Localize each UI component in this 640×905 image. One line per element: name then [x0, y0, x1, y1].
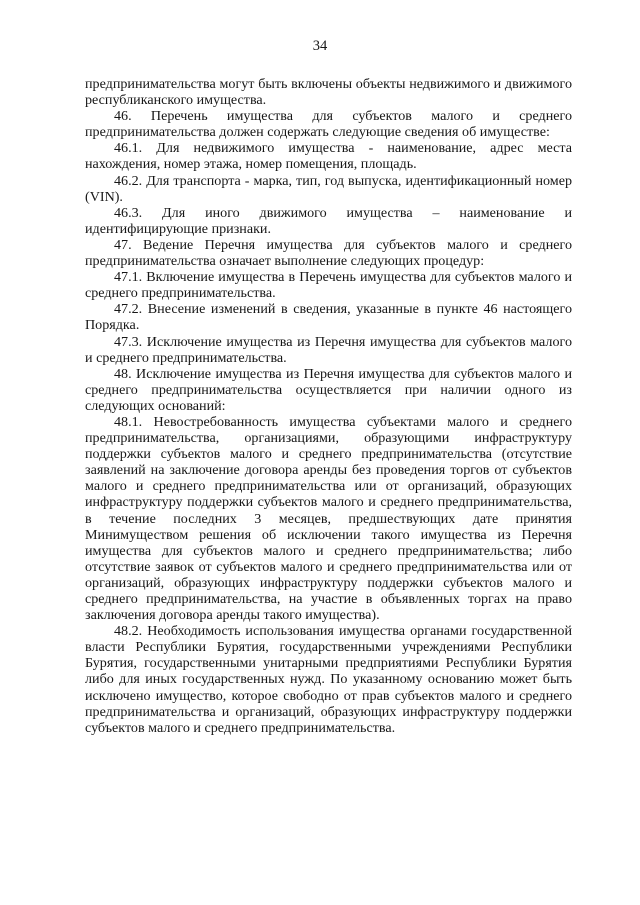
- document-body: [85, 76, 572, 736]
- paragraph: 48.1. Невостребованность имущества субъектами малого и среднего предпринимательства, организациями, образующими инфраструктуру поддержки субъектов малого и среднего предпринимательства (отсутствие заявлений на заключение договора аренды без проведения торгов от субъектов малого и среднего предпринимательства или от организаций, образующих инфраструктуру поддержки субъектов малого и среднего предпринимательства, в течение последних 3 месяцев, предшествующих дате принятия Минимуществом решения об исключении такого имущества из Перечня имущества для субъектов малого и среднего предпринимательства; либо отсутствие заявок от субъектов малого и среднего предпринимательства или от организаций, образующих инфраструктуру поддержки субъектов малого и среднего предпринимательства, на участие в объявленных торгах на право заключения договора аренды такого имущества).: [85, 413, 572, 624]
- paragraph: 46. Перечень имущества для субъектов малого и среднего предпринимательства должен содержать следующие сведения об имуществе:: [85, 108, 572, 141]
- paragraph: предпринимательства могут быть включены объекты недвижимого и движимого республиканского имущества.: [85, 76, 572, 109]
- paragraph: 47.1. Включение имущества в Перечень имущества для субъектов малого и среднего предпринимательства.: [85, 269, 572, 302]
- paragraph: 48. Исключение имущества из Перечня имущества для субъектов малого и среднего предпринимательства осуществляется при наличии одного из следующих оснований:: [85, 365, 572, 414]
- paragraph: 47.3. Исключение имущества из Перечня имущества для субъектов малого и среднего предпринимательства.: [85, 333, 572, 366]
- page-number: 34: [312, 38, 328, 54]
- paragraph: 47. Ведение Перечня имущества для субъектов малого и среднего предпринимательства означает выполнение следующих процедур:: [85, 236, 572, 270]
- paragraph: 47.2. Внесение изменений в сведения, указанные в пункте 46 настоящего Порядка.: [85, 301, 572, 334]
- paragraph: 48.2. Необходимость использования имущества органами государственной власти Республики Бурятия, государственными учреждениями Республики Бурятия, государственными унитарными предприятиями Республики Бурятия либо для иных государственных нужд. По указанному основанию может быть исключено имущество, которое свободно от прав субъектов малого и среднего предпринимательства и организаций, образующих инфраструктуру поддержки субъектов малого и среднего предпринимательства.: [85, 623, 572, 736]
- paragraph: 46.2. Для транспорта - марка, тип, год выпуска, идентификационный номер (VIN).: [85, 172, 572, 205]
- paragraph: 46.1. Для недвижимого имущества - наименование, адрес места нахождения, номер этажа, номер помещения, площадь.: [85, 140, 572, 173]
- paragraph: 46.3. Для иного движимого имущества – наименование и идентифицирующие признаки.: [85, 204, 572, 237]
